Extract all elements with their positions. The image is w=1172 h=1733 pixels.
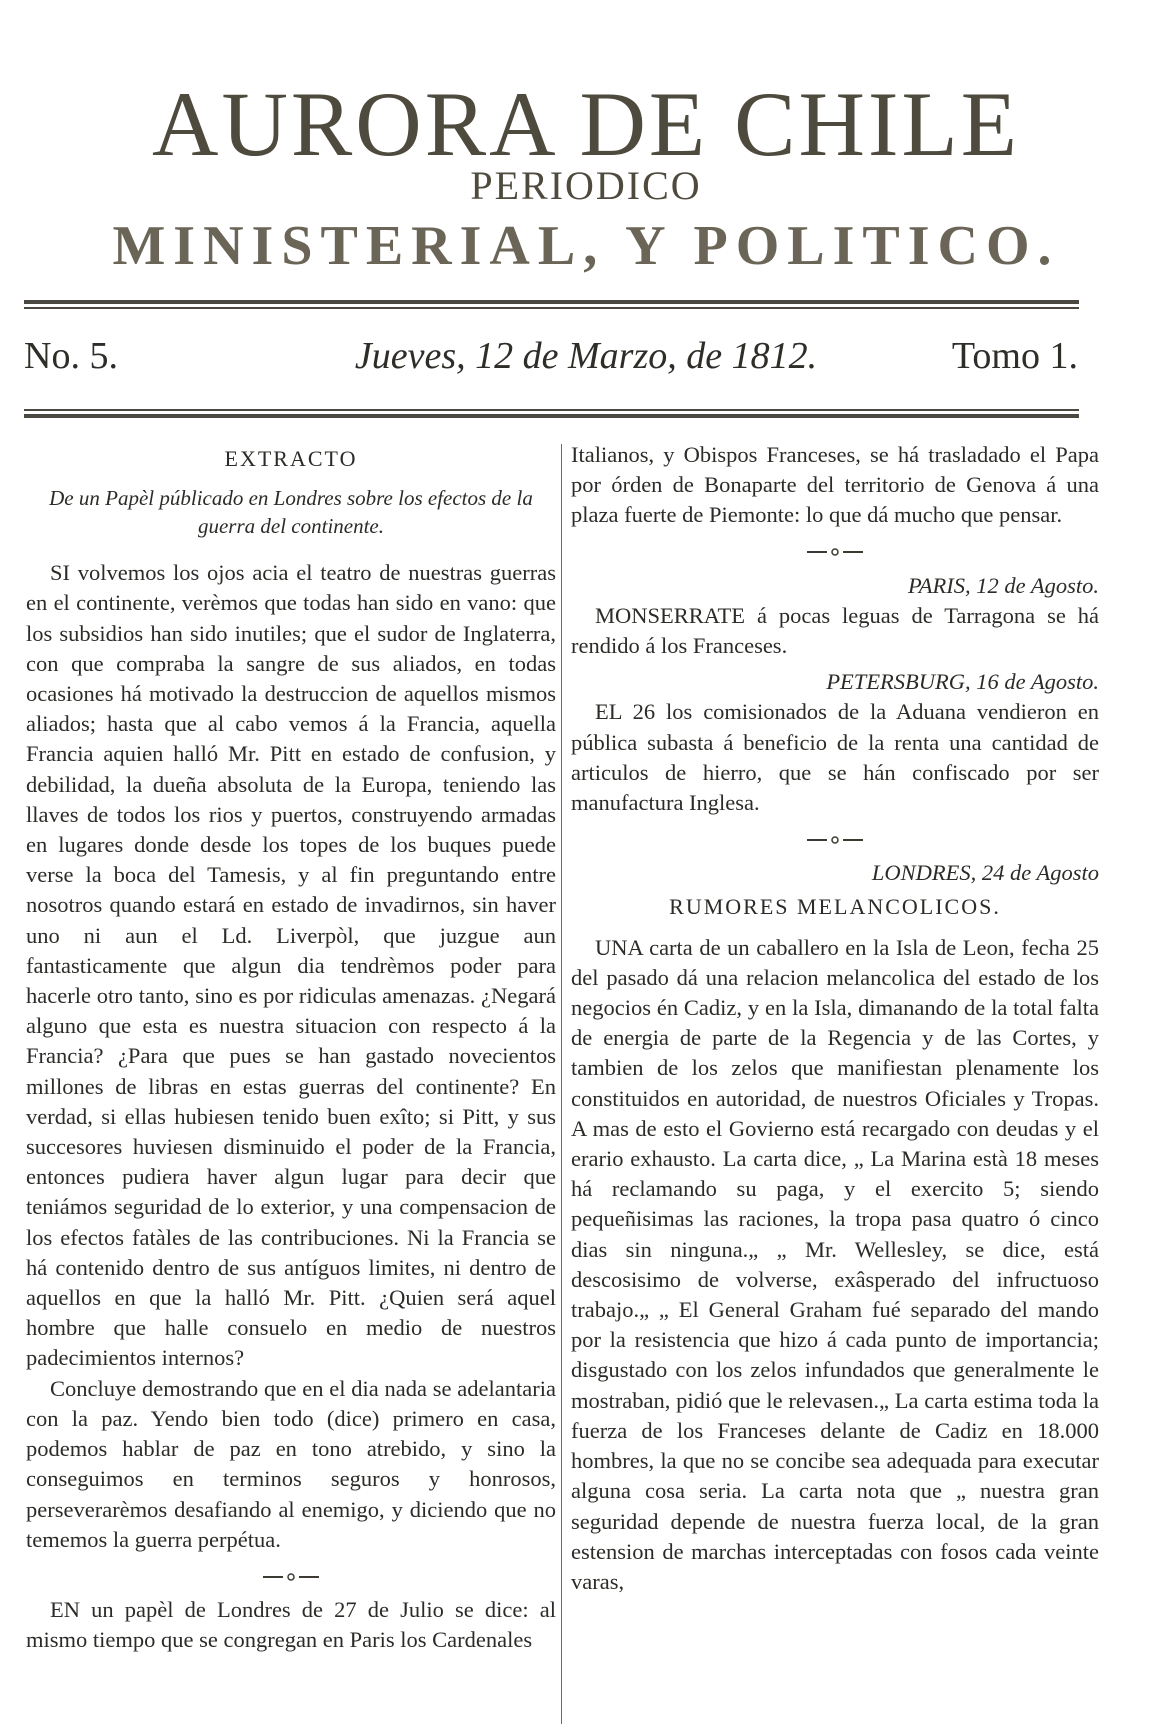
extracto-subheading: De un Papèl públicado en Londres sobre los efectos de la guerra del continente. bbox=[49, 486, 533, 539]
top-rule-thin bbox=[24, 307, 1079, 309]
article-paragraph: EL 26 los comisionados de la Aduana vendieron en pública subasta á beneficio de la renta una cantidad de articulos de hierro, que se hán confiscado por ser manufactura Inglesa. bbox=[571, 699, 1099, 816]
masthead-subtitle-ministerial: MINISTERIAL, Y POLITICO. bbox=[112, 215, 1060, 277]
ornament-icon bbox=[261, 1572, 321, 1582]
bottom-rule-thin bbox=[24, 409, 1079, 411]
extracto-heading: EXTRACTO bbox=[224, 446, 358, 471]
article-paragraph: Italianos, y Obispos Franceses, se há trasladado el Papa por órden de Bonaparte del territorio de Genova á una plaza fuerte de Piemonte: lo que dá mucho que pensar. bbox=[571, 442, 1099, 528]
issue-number: No. 5. bbox=[24, 335, 118, 377]
article-paragraph: UNA carta de un caballero en la Isla de Leon, fecha 25 del pasado dá una relacion melancolica del estado de los negocios én Cadiz, y en la Isla, dimanando de la total falta de energia de parte de la Regencia y de las Cortes, y tambien de los zelos que manifiestan plenamente los constituidos en autoridad, de nuestros Oficiales y Tropas. A mas de esto el Govierno está recargado con deudas y el erario exhausto. La carta dice, „ La Marina està 18 meses há reclamando su paga, y el exercito 5; siendo pequeñisimas las raciones, la tropa pasa quatro ó cinco dias sin ninguna.„ „ Mr. Wellesley, se dice, está descosisimo de volverse, exâsperado del infructuoso trabajo.„ „ El General Graham fué separado del mando por la resistencia que hizo á cada punto de importancia; disgustado con los zelos infundados que generalmente le mostraban, pidió que le relevasen.„ La carta estima toda la fuerza de los Franceses delante de Cadiz en 18.000 hombres, la que no se concibe sea adequada para executar alguna cosa seria. La carta nota que „ nuestra gran seguridad depende de nuestra fuerza local, de la gran estension de marchas interceptadas con fosos cada veinte varas, bbox=[571, 934, 1099, 1594]
ornament-icon bbox=[805, 835, 865, 845]
article-paragraph: MONSERRATE á pocas leguas de Tarragona se há rendido á los Franceses. bbox=[571, 602, 1099, 659]
ornament-divider bbox=[571, 531, 1099, 571]
ornament-icon bbox=[805, 547, 865, 557]
top-rule-thick bbox=[24, 300, 1079, 304]
dateline-london: LONDRES, 24 de Agosto bbox=[871, 860, 1099, 886]
article-paragraph: EN un papèl de Londres de 27 de Julio se dice: al mismo tiempo que se congregan en Paris los Cardenales bbox=[26, 1596, 556, 1653]
issue-volume: Tomo 1. bbox=[951, 335, 1078, 377]
article-paragraph: Concluye demostrando que en el dia nada se adelantaria con la paz. Yendo bien todo (dice) primero en casa, podemos hablar de paz en tono atrebido, y sino la conseguimos en terminos seguros y honrosos, perseverarèmos desafiando al enemigo, y diciendo que no tememos la guerra perpétua. bbox=[26, 1375, 556, 1552]
bottom-rule-thick bbox=[24, 414, 1079, 418]
dateline-petersburg: PETERSBURG, 16 de Agosto. bbox=[826, 669, 1099, 695]
masthead-title: AURORA DE CHILE bbox=[152, 73, 1020, 175]
ornament-divider bbox=[26, 1555, 556, 1595]
masthead-subtitle: PERIODICO bbox=[470, 163, 702, 208]
issue-date: Jueves, 12 de Marzo, de 1812. bbox=[354, 335, 818, 377]
column-divider bbox=[561, 444, 562, 1724]
article-paragraph: SI volvemos los ojos acia el teatro de nuestras guerras en el continente, verèmos que todas han sido en vano: que los subsidios han sido inutiles; que el sudor de Inglaterra, con que compraba la sangre de sus aliados, en todas ocasiones há motivado la destruccion de aquellos mismos aliados; hasta que al cabo vemos á la Francia, aquella Francia aquien halló Mr. Pitt en estado de confusion, y debilidad, la dueña absoluta de la Europa, teniendo las llaves de todos los rios y puertos, construyendo armadas en lugares donde desde los topes de los buques puede verse la boca del Tamesis, y al fin preguntando entre nosotros quando estará en estado de invadirnos, sin haver uno ni aun el Ld. Liverpòl, que juzgue aun fantasticamente que algun dia tendrèmos poder para hacerle otro tanto, sino es por ridiculas amenazas. ¿Negará alguno que esta es nuestra situacion con respecto á la Francia? ¿Para que pues se han gastado novecientos millones de libras en estas guerras del continente? En verdad, si ellas hubiesen tenido buen exîto; si Pitt, y sus succesores huviesen disminuido el poder de la Francia, entonces pudiera haver algun lugar para decir que teniámos seguridad de lo exterior, y una compensacion de los efectos fatàles de las contribuciones. Ni la Francia se há contenido dentro de sus antíguos limites, ni dentro de aquellos en que la halló Mr. Pitt. ¿Quien será aquel hombre que halle consuelo en medio de nuestros padecimientos internos? bbox=[26, 560, 556, 1371]
left-column bbox=[26, 440, 556, 1655]
right-column bbox=[571, 440, 1099, 1597]
rumores-heading: RUMORES MELANCOLICOS. bbox=[669, 894, 1001, 920]
ornament-divider bbox=[571, 818, 1099, 858]
dateline-paris: PARIS, 12 de Agosto. bbox=[907, 572, 1099, 598]
